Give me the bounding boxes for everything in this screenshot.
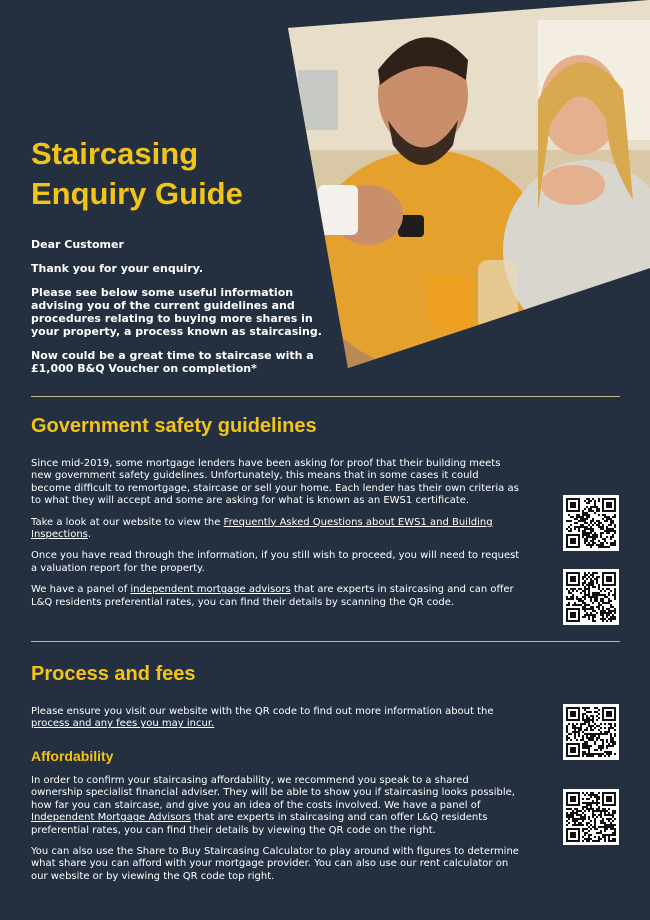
qr-code-icon xyxy=(566,707,616,757)
government-paragraph-2 xyxy=(31,517,521,542)
process-heading: Process and fees xyxy=(31,663,196,685)
qr-code-mortgage-advisors[interactable] xyxy=(563,569,619,625)
government-paragraph-1: Since mid-2019, some mortgage lenders have been asking for proof that their building meets new government safety guidelines. Unfortunately, this means that in some cases it could become difficult to remortgage, staircase or sell your home. Each lender has their own criteria as to what they will accept and some are asking for what is known as an EWS1 certificate. xyxy=(31,458,519,507)
independent-advisors-link[interactable]: Independent Mortgage Advisors xyxy=(31,812,191,824)
affordability-body xyxy=(31,775,521,892)
qr-code-ews1[interactable] xyxy=(563,495,619,551)
qr-code-process-fees[interactable] xyxy=(563,704,619,760)
ews1-faq-link[interactable]: Frequently Asked Questions about EWS1 and Building Inspections xyxy=(31,516,493,541)
qr-code-affordability[interactable] xyxy=(563,789,619,845)
process-paragraph xyxy=(31,706,521,731)
greeting: Dear Customer xyxy=(31,238,124,251)
government-paragraph-4-suffix: that are experts in staircasing and can offer L&Q residents preferential rates, you can find their details by scanning the QR code. xyxy=(31,584,514,608)
divider xyxy=(31,641,620,642)
title-line-2: Enquiry Guide xyxy=(31,176,243,211)
thanks-text: Thank you for your enquiry. xyxy=(31,262,204,275)
process-paragraph-prefix: Please ensure you visit our website with the QR code to find out more information about the xyxy=(31,706,494,717)
affordability-heading: Affordability xyxy=(31,748,114,764)
affordability-paragraph-2: You can also use the Share to Buy Staircasing Calculator to play around with figures to determine what share you can afford with your mortgage provider. You can also use our rent calculator on our website or by viewing the QR code top right. xyxy=(31,846,519,882)
affordability-paragraph-1-suffix: that are experts in staircasing and can offer L&Q residents preferential rates, you can find their details by viewing the QR code on the right. xyxy=(31,812,488,836)
affordability-paragraph-1-prefix: In order to confirm your staircasing affordability, we recommend you speak to a shared ownership specialist financial adviser. They will be able to show you if staircasing looks possible, how far you can staircase, and give you an idea of the costs involved. We have a panel of xyxy=(31,775,515,811)
divider xyxy=(31,396,620,397)
couple-photo xyxy=(288,0,650,368)
government-paragraph-3: Once you have read through the information, if you still wish to proceed, you will need to request a valuation report for the property. xyxy=(31,550,520,574)
government-paragraph-4 xyxy=(31,584,521,609)
title-line-1: Staircasing xyxy=(31,136,199,171)
mortgage-advisors-link[interactable]: independent mortgage advisors xyxy=(130,584,291,596)
government-paragraph-2-suffix: . xyxy=(87,529,92,541)
offer-text: Now could be a great time to staircase with a £1,000 B&Q Voucher on completion* xyxy=(31,349,314,375)
government-paragraph-2-prefix: Take a look at our website to view the xyxy=(31,516,224,528)
process-body xyxy=(31,706,521,740)
qr-code-icon xyxy=(566,572,616,622)
page-title xyxy=(31,134,243,214)
couple-photo-icon xyxy=(288,0,650,368)
affordability-paragraph-1 xyxy=(31,775,521,837)
government-heading: Government safety guidelines xyxy=(31,415,317,437)
info-text: Please see below some useful information advising you of the current guidelines and procedures relating to buying more shares in your property, a process known as staircasing. xyxy=(31,286,322,338)
government-body xyxy=(31,458,521,618)
qr-code-icon xyxy=(566,498,616,548)
intro-section xyxy=(31,238,331,386)
qr-code-icon xyxy=(566,792,616,842)
government-paragraph-4-prefix: We have a panel of xyxy=(31,584,131,596)
process-fees-link[interactable]: process and any fees you may incur. xyxy=(31,718,215,730)
